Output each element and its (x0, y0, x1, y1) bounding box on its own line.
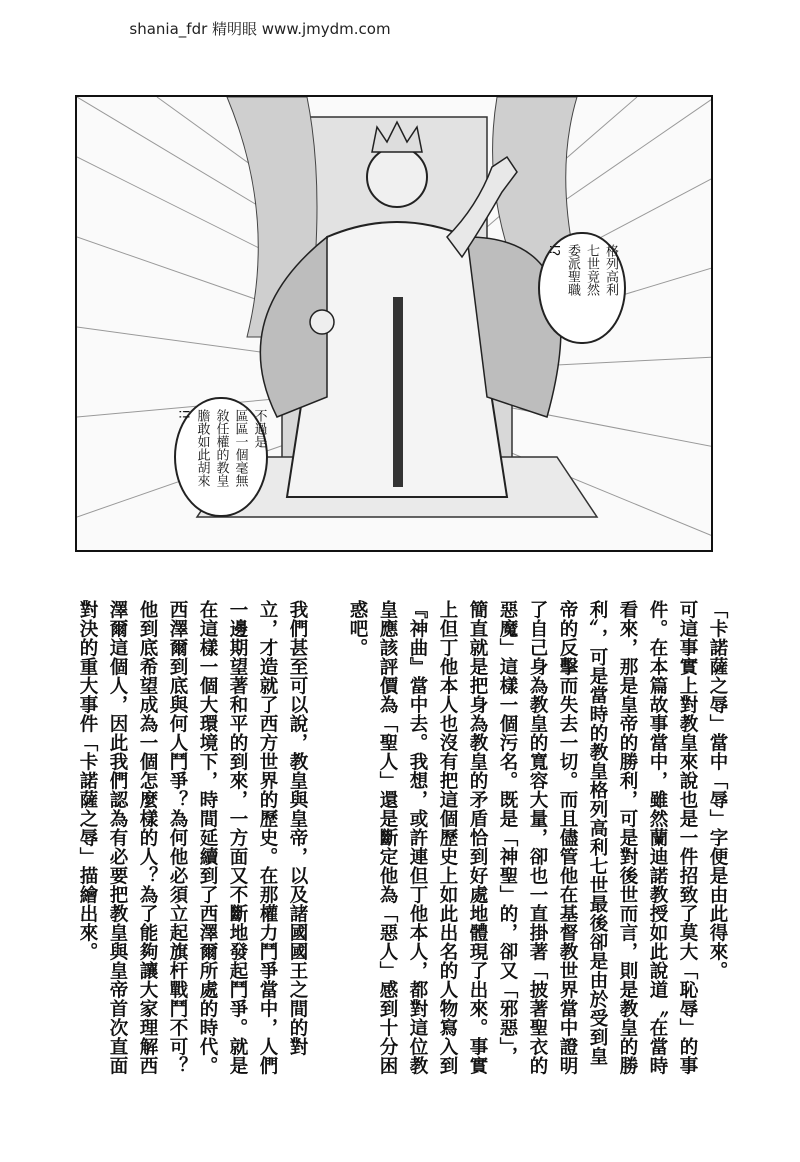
essay-column: 利〞，可是當時的教皇格列高利七世最後卻是由於受到皇 (587, 600, 608, 1066)
essay-column: 立，才造就了西方世界的歷史。在那權力鬥爭當中，人們 (257, 600, 278, 1075)
manga-panel (75, 95, 713, 552)
essay-column: 澤爾這個人，因此我們認為有必要把教皇與皇帝首次直面 (107, 600, 128, 1075)
scan-credit: shania_fdr 精明眼 www.jmydm.com (129, 20, 391, 38)
bubble-line: 格列高利 (603, 244, 618, 296)
essay-text (40, 600, 730, 1120)
bubble-line: !! (175, 409, 191, 420)
speech-bubble-right (538, 232, 626, 344)
essay-column: 惡魔」這樣一個污名。既是「神聖」的，卻又「邪惡」， (497, 600, 518, 1066)
bubble-line: 不過是 (251, 409, 267, 448)
essay-column: 了自己身為教皇的寬容大量，卻也一直掛著「披著聖衣的 (527, 600, 548, 1075)
essay-column: 「卡諾薩之辱」當中「辱」字便是由此得來。 (707, 600, 728, 980)
essay-column: 西澤爾到底與何人鬥爭？為何他必須立起旗杆戰鬥不可？ (167, 600, 188, 1075)
bubble-line: !? (546, 244, 561, 257)
essay-column: 皇應該評價為「聖人」還是斷定他為「惡人」感到十分困 (377, 600, 398, 1075)
bubble-line: 膽敢如此胡來 (194, 409, 210, 487)
speech-bubble-left (174, 397, 268, 517)
essay-column: 一邊期望著和平的到來，一方面又不斷地發起鬥爭。就是 (227, 600, 248, 1075)
essay-column: 件。在本篇故事當中，雖然蘭迪諾教授如此說道〝在當時 (647, 600, 668, 1075)
bubble-line: 區區一個毫無 (232, 409, 248, 487)
essay-column: 對決的重大事件「卡諾薩之辱」描繪出來。 (77, 600, 98, 961)
bubble-line: 委派聖職 (565, 244, 580, 296)
essay-column: 帝的反擊而失去一切。而且儘管他在基督教世界當中證明 (557, 600, 578, 1075)
essay-column: 上但丁他本人也沒有把這個歷史上如此出名的人物寫入到 (437, 600, 458, 1075)
bubble-line: 七世竟然 (584, 244, 599, 296)
essay-column: 看來，那是皇帝的勝利，可是對後世而言，則是教皇的勝 (617, 600, 638, 1075)
essay-column: 可這事實上對教皇來說也是一件招致了莫大「恥辱」的事 (677, 600, 698, 1075)
essay-column: 在這樣一個大環境下，時間延續到了西澤爾所處的時代。 (197, 600, 218, 1075)
pope-figure-icon (77, 97, 713, 552)
essay-column: 我們甚至可以說，教皇與皇帝，以及諸國國王之間的對 (287, 600, 308, 1056)
essay-column: 他到底希望成為一個怎麼樣的人？為了能夠讓大家理解西 (137, 600, 158, 1075)
essay-column: 惑吧。 (347, 600, 368, 657)
essay-column: 『神曲』當中去。我想，或許連但丁他本人，都對這位教 (407, 600, 428, 1075)
bubble-line: 敘任權的教皇 (213, 409, 229, 487)
essay-column: 簡直就是把身為教皇的矛盾恰到好處地體現了出來。事實 (467, 600, 488, 1075)
